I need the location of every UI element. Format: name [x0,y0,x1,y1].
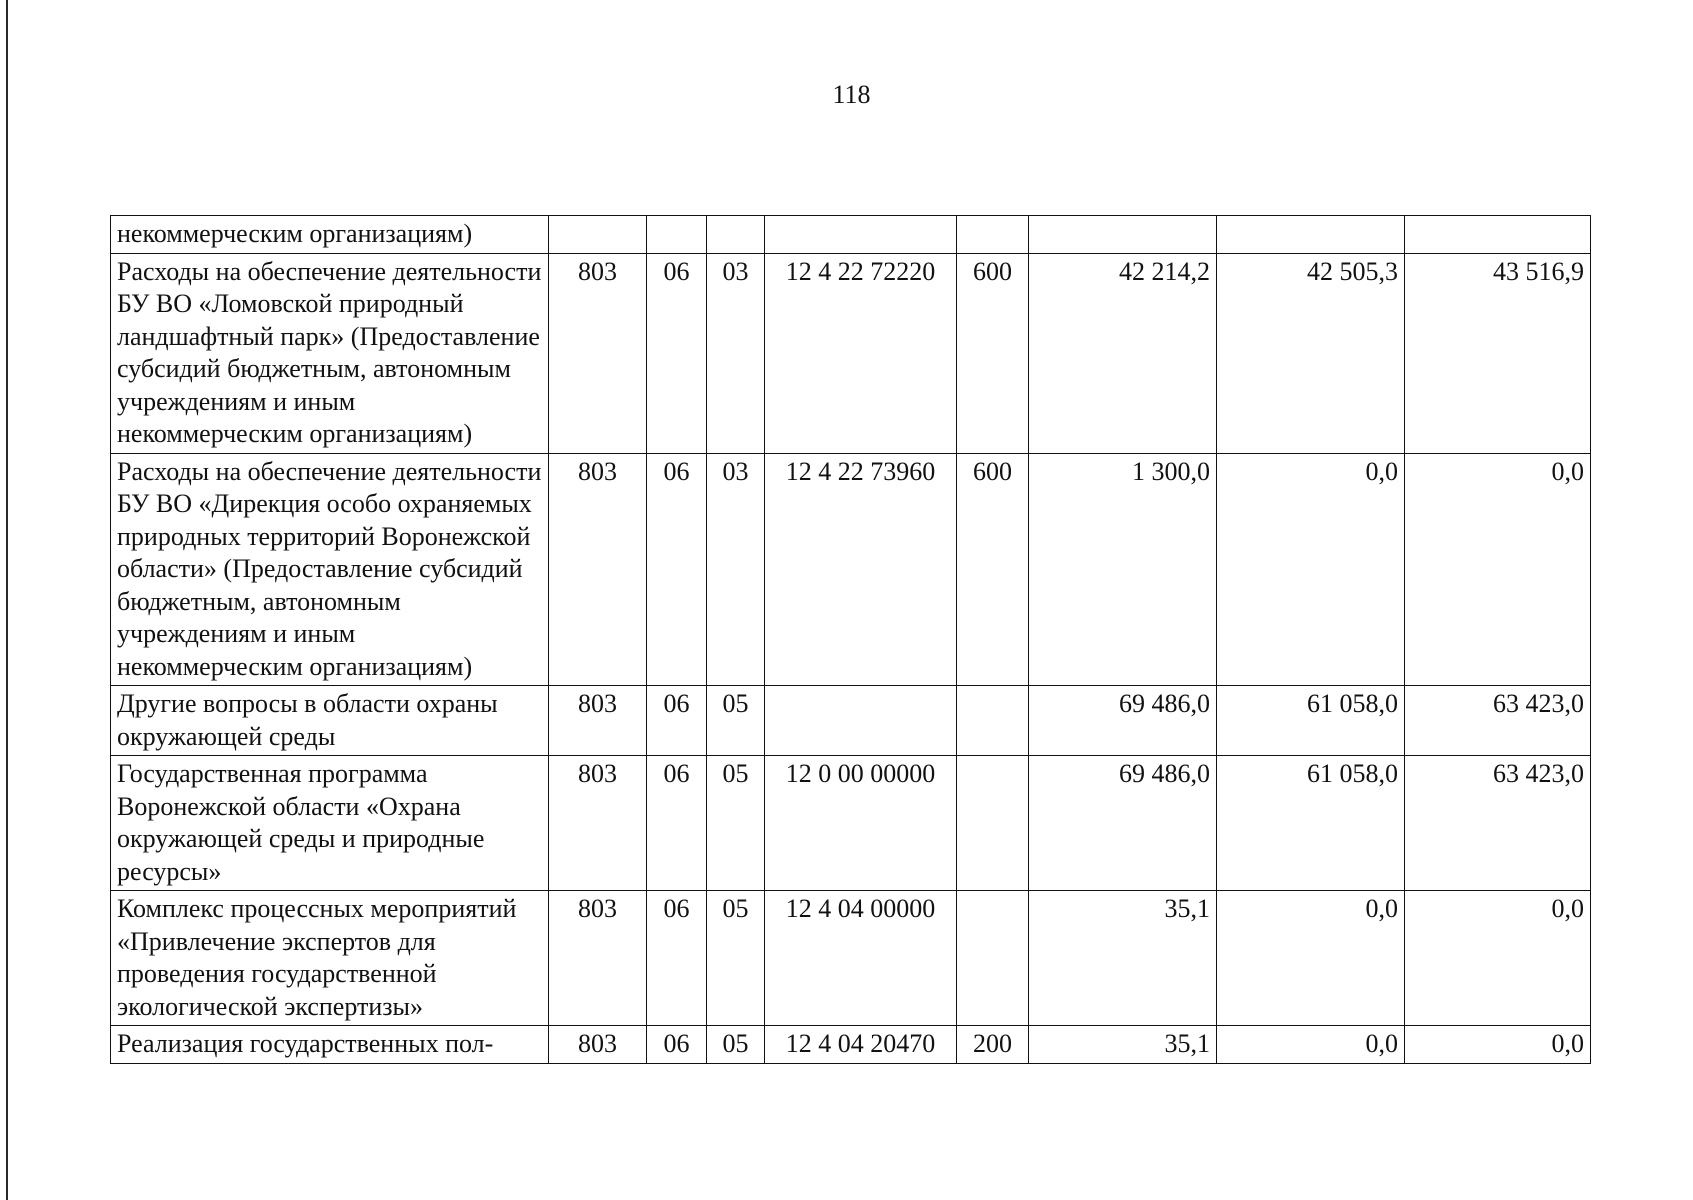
expense-type-code: 600 [957,253,1029,453]
grbs-code: 803 [549,1026,647,1064]
amount-year-2 [1217,216,1405,254]
target-article-code: 12 4 22 73960 [765,453,957,686]
amount-year-3: 0,0 [1405,891,1591,1026]
grbs-code: 803 [549,891,647,1026]
amount-year-2: 61 058,0 [1217,756,1405,891]
target-article-code [765,686,957,756]
amount-year-3: 0,0 [1405,1026,1591,1064]
amount-year-1 [1029,216,1217,254]
row-name: Государственная программа Воронежской области «Охрана окружающей среды и природные ресурсы» [111,756,549,891]
target-article-code [765,216,957,254]
table-row [111,1026,1591,1064]
amount-year-2: 0,0 [1217,1026,1405,1064]
amount-year-2: 61 058,0 [1217,686,1405,756]
amount-year-1: 42 214,2 [1029,253,1217,453]
section-code: 06 [647,253,707,453]
grbs-code: 803 [549,453,647,686]
amount-year-1: 1 300,0 [1029,453,1217,686]
row-name: Другие вопросы в области охраны окружающей среды [111,686,549,756]
section-code: 06 [647,756,707,891]
grbs-code: 803 [549,253,647,453]
amount-year-3: 0,0 [1405,453,1591,686]
amount-year-1: 35,1 [1029,1026,1217,1064]
subsection-code: 03 [707,453,765,686]
subsection-code: 05 [707,686,765,756]
table-row [111,686,1591,756]
table-row [111,453,1591,686]
amount-year-3: 43 516,9 [1405,253,1591,453]
amount-year-1: 69 486,0 [1029,756,1217,891]
grbs-code [549,216,647,254]
expense-type-code [957,891,1029,1026]
budget-table [110,215,1591,1064]
amount-year-1: 69 486,0 [1029,686,1217,756]
expense-type-code: 200 [957,1026,1029,1064]
table-row [111,253,1591,453]
row-name: Расходы на обеспечение деятельности БУ ВО «Ломовской природный ландшафтный парк» (Предоставление субсидий бюджетным, автономным учреждениям и иным некоммерческим организациям) [111,253,549,453]
section-code: 06 [647,686,707,756]
row-name: Реализация государственных пол- [111,1026,549,1064]
expense-type-code: 600 [957,453,1029,686]
amount-year-3: 63 423,0 [1405,686,1591,756]
grbs-code: 803 [549,756,647,891]
target-article-code: 12 4 04 00000 [765,891,957,1026]
subsection-code: 05 [707,1026,765,1064]
amount-year-3: 63 423,0 [1405,756,1591,891]
subsection-code: 03 [707,253,765,453]
amount-year-2: 0,0 [1217,891,1405,1026]
target-article-code: 12 4 22 72220 [765,253,957,453]
subsection-code [707,216,765,254]
table-row [111,756,1591,891]
row-name: Комплекс процессных мероприятий «Привлечение экспертов для проведения государственной экологической экспертизы» [111,891,549,1026]
section-code: 06 [647,1026,707,1064]
table-row [111,216,1591,254]
table-row [111,891,1591,1026]
row-name: Расходы на обеспечение деятельности БУ ВО «Дирекция особо охраняемых природных территорий Воронежской области» (Предоставление субсидий бюджетным, автономным учреждениям и иным некоммерческим организациям) [111,453,549,686]
subsection-code: 05 [707,756,765,891]
section-code: 06 [647,891,707,1026]
grbs-code: 803 [549,686,647,756]
target-article-code: 12 0 00 00000 [765,756,957,891]
subsection-code: 05 [707,891,765,1026]
amount-year-2: 42 505,3 [1217,253,1405,453]
amount-year-2: 0,0 [1217,453,1405,686]
expense-type-code [957,686,1029,756]
section-code: 06 [647,453,707,686]
section-code [647,216,707,254]
scan-left-edge [6,0,8,1200]
amount-year-1: 35,1 [1029,891,1217,1026]
page-number: 118 [832,80,871,109]
amount-year-3 [1405,216,1591,254]
expense-type-code [957,216,1029,254]
target-article-code: 12 4 04 20470 [765,1026,957,1064]
expense-type-code [957,756,1029,891]
row-name: некоммерческим организациям) [111,216,549,254]
